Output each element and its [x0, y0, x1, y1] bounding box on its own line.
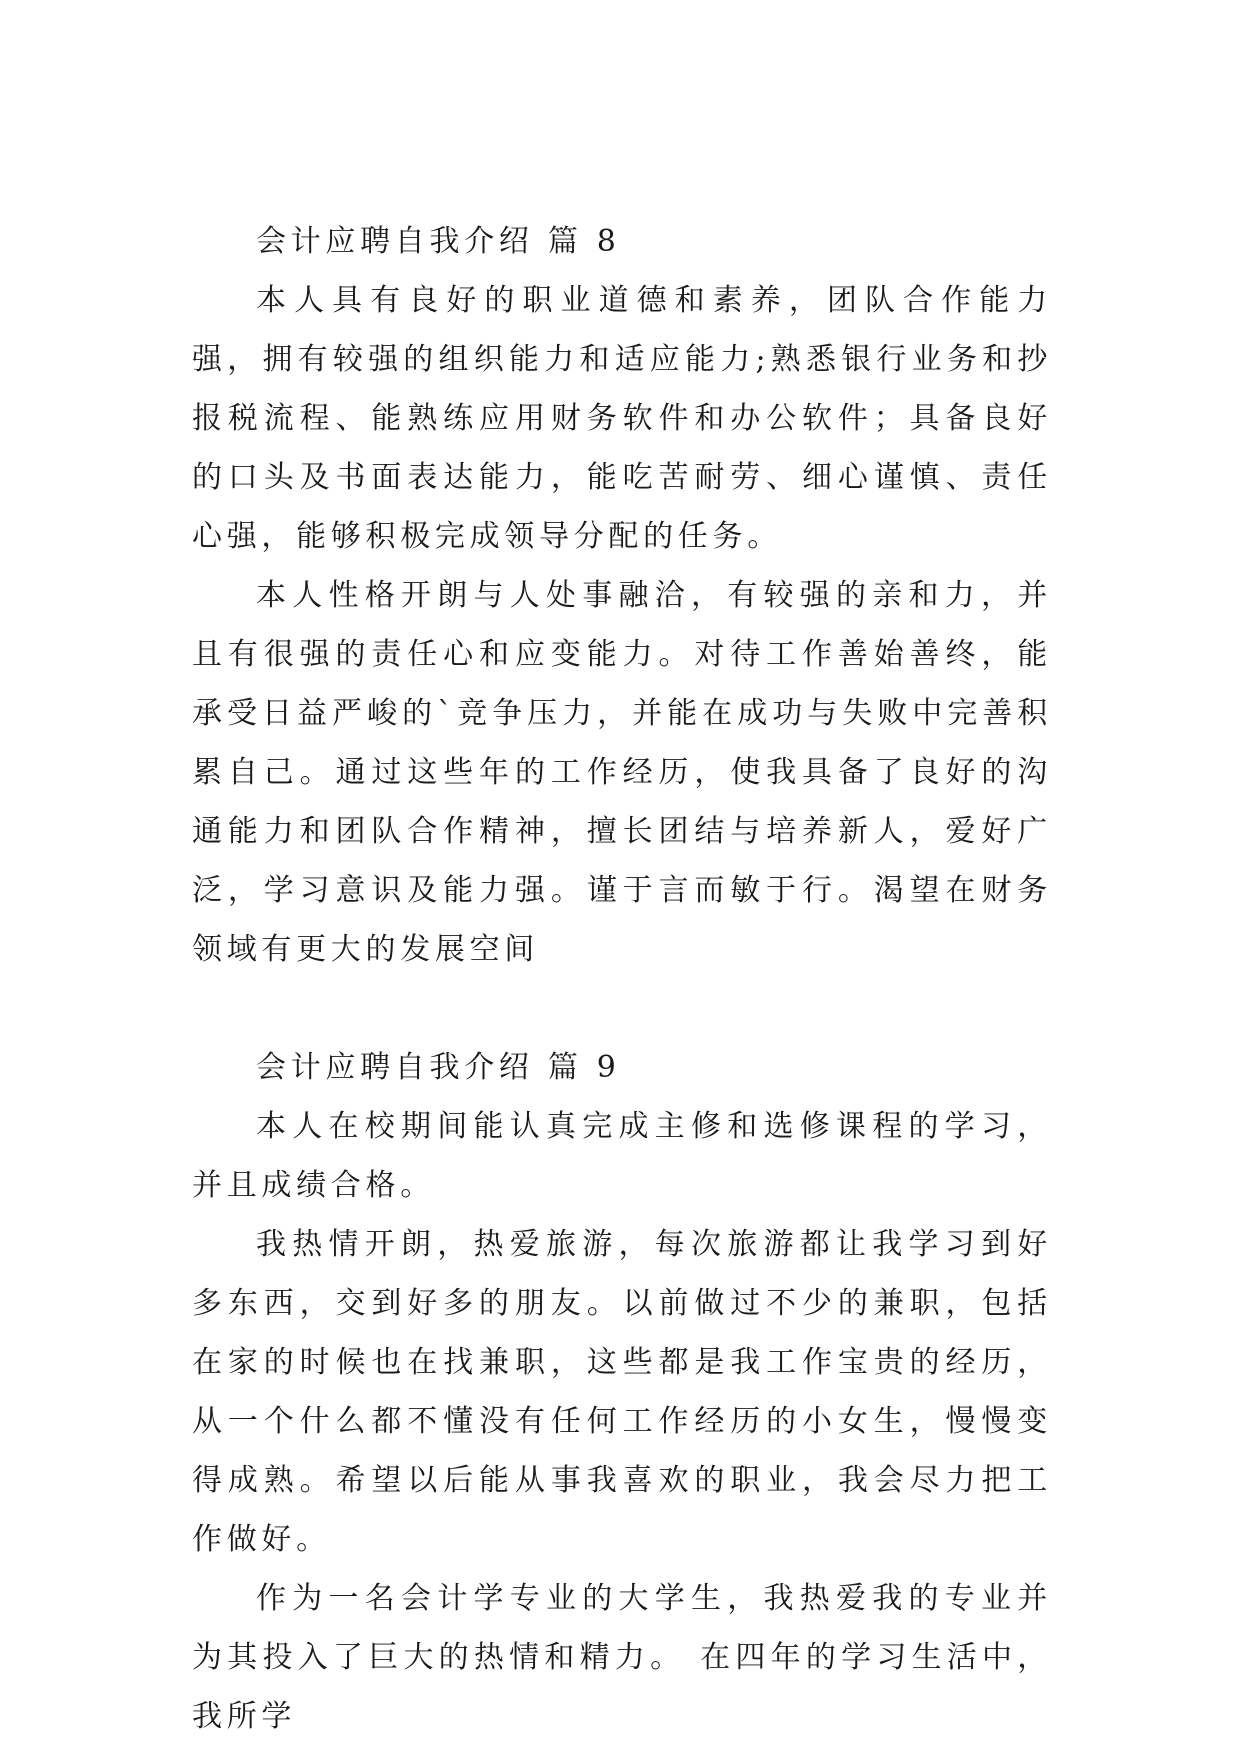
section-9-paragraph-3: 作为一名会计学专业的大学生，我热爱我的专业并为其投入了巨大的热情和精力。 在四年的学习生活中，我所学 — [192, 1581, 1052, 1734]
section-9-paragraph-1: 本人在校期间能认真完成主修和选修课程的学习，并且成绩合格。 — [192, 1109, 1052, 1203]
section-8-heading: 会计应聘自我介绍 篇 8 — [256, 224, 621, 259]
section-8-paragraph-2: 本人性格开朗与人处事融洽，有较强的亲和力，并且有很强的责任心和应变能力。对待工作善始善终，能承受日益严峻的`竞争压力，并能在成功与失败中完善积累自己。通过这些年的工作经历，使我具备了良好的沟通能力和团队合作精神，擅长团结与培养新人，爱好广泛，学习意识及能力强。谨于言而敏于行。渴望在财务领域有更大的发展空间 — [192, 578, 1052, 967]
section-spacer — [192, 979, 1052, 1038]
section-9-heading: 会计应聘自我介绍 篇 9 — [256, 1050, 621, 1085]
section-8-paragraph-1: 本人具有良好的职业道德和素养，团队合作能力强，拥有较强的组织能力和适应能力;熟悉银行业务和抄报税流程、能熟练应用财务软件和办公软件；具备良好的口头及书面表达能力，能吃苦耐劳、细心谨慎、责任心强，能够积极完成领导分配的任务。 — [192, 283, 1052, 554]
section-9-paragraph-2: 我热情开朗，热爱旅游，每次旅游都让我学习到好多东西，交到好多的朋友。以前做过不少的兼职，包括在家的时候也在找兼职，这些都是我工作宝贵的经历，从一个什么都不懂没有任何工作经历的小女生，慢慢变得成熟。希望以后能从事我喜欢的职业，我会尽力把工作做好。 — [192, 1227, 1052, 1557]
document-body — [192, 212, 1052, 1746]
